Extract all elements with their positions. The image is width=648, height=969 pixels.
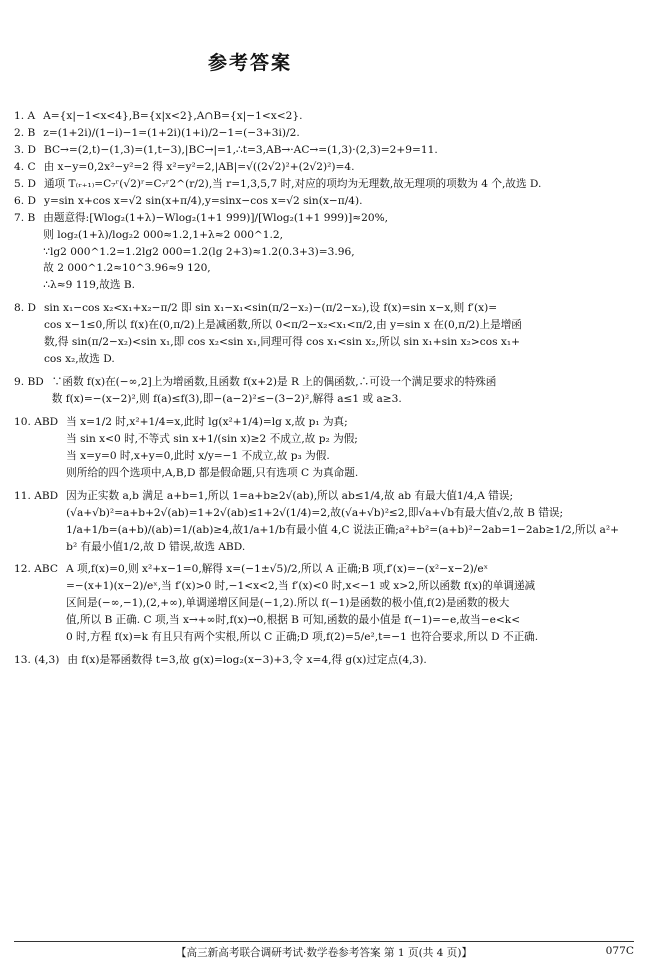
- answer-explanation: [36, 142, 636, 159]
- explanation-line: ∵函数 f(x)在(−∞,2]上为增函数,且函数 f(x+2)是 R 上的偶函数,∴可设一个满足要求的特殊函: [51, 376, 497, 389]
- explanation-line: 当 x=1/2 时,x²+1/4=x,此时 lg(x²+1/4)=lg x,故 p₁ 为真;: [66, 415, 348, 428]
- answer-number: 3. D: [14, 143, 36, 156]
- answer-explanation: [36, 193, 636, 210]
- answer-explanation: [36, 176, 636, 193]
- answer-number: 7. B: [14, 211, 36, 224]
- explanation-line: 因为正实数 a,b 满足 a+b=1,所以 1=a+b≥2√(ab),所以 ab≤1/4,故 ab 有最大值1/4,A 错误;: [66, 489, 514, 502]
- explanation-line: cos x₂,故选 D.: [43, 353, 115, 366]
- answer-explanation: [59, 652, 636, 669]
- answer-number: 6. D: [14, 194, 36, 207]
- answer-item: [14, 652, 636, 669]
- answer-explanation: [44, 374, 636, 408]
- answer-item: [14, 176, 636, 193]
- answer-item: [14, 159, 636, 176]
- answer-item: [14, 300, 636, 368]
- explanation-line: (√a+√b)²=a+b+2√(ab)=1+2√(ab)≤1+2√(1/4)=2,故(√a+√b)²≤2,即√a+√b有最大值√2,故 B 错误;: [66, 506, 564, 519]
- explanation-line: 区间是(−∞,−1),(2,+∞),单调递增区间是(−1,2).所以 f(−1)是函数的极小值,f(2)是函数的极大: [65, 597, 510, 610]
- explanation-line: 1/a+1/b=(a+b)/(ab)=1/(ab)≥4,故1/a+1/b有最小值 4,C 说法正确;a²+b²=(a+b)²−2ab=1−2ab≥1/2,所以 a²+: [66, 523, 619, 536]
- answer-explanation: [58, 414, 636, 482]
- answer-explanation: [36, 159, 636, 176]
- answer-item: [14, 414, 636, 482]
- explanation-line: 数 f(x)=−(x−2)²,则 f(a)≤f(3),即−(a−2)²≤−(3−2)²,解得 a≤1 或 a≥3.: [51, 393, 402, 405]
- answer-item: [14, 210, 636, 295]
- answer-explanation: [58, 488, 636, 556]
- explanation-line: A 项,f(x)=0,则 x²+x−1=0,解得 x=(−1±√5)/2,所以 A 正确;B 项,f′(x)=−(x²−x−2)/eˣ: [65, 563, 489, 576]
- explanation-line: 当 sin x<0 时,不等式 sin x+1/(sin x)≥2 不成立,故 p₂ 为假;: [66, 432, 358, 445]
- answer-number: 1. A: [14, 110, 36, 122]
- explanation-line: 则 log₂(1+λ)/log₂2 000≈1.2,1+λ≈2 000^1.2,: [43, 228, 284, 241]
- answer-number: 5. D: [14, 177, 36, 190]
- answer-item: [14, 142, 636, 159]
- explanation-line: 通项 T₍ᵣ₊₁₎=C₇ʳ(√2)ʳ=C₇ʳ2^(r/2),当 r=1,3,5,7 时,对应的项均为无理数,故无理项的项数为 4 个,故选 D.: [43, 177, 542, 190]
- answer-item: [14, 374, 636, 408]
- explanation-line: 则所给的四个选项中,A,B,D 都是假命题,只有选项 C 为真命题.: [66, 466, 359, 479]
- explanation-line: BC→=(2,t)−(1,3)=(1,t−3),|BC→|=1,∴t=3,AB→·AC→=(1,3)·(2,3)=2+9=11.: [43, 143, 438, 156]
- page-title: 参考答案: [207, 52, 292, 74]
- explanation-line: 当 x=y=0 时,x+y=0,此时 x/y=−1 不成立,故 p₃ 为假.: [66, 449, 330, 462]
- answer-item: [14, 488, 636, 556]
- page-footer: [14, 941, 634, 960]
- answer-number: 11. ABD: [14, 489, 59, 502]
- answer-number: 8. D: [14, 302, 36, 315]
- answer-explanation: [35, 108, 636, 125]
- footer-text: 【高三新高考联合调研考试·数学卷参考答案 第 1 页(共 4 页)】: [175, 947, 473, 959]
- answer-number: 12. ABC: [14, 563, 58, 576]
- explanation-line: =−(x+1)(x−2)/eˣ,当 f′(x)>0 时,−1<x<2,当 f′(x)<0 时,x<−1 或 x>2,所以函数 f(x)的单调递减: [65, 580, 536, 593]
- answer-list: [14, 108, 636, 669]
- explanation-line: sin x₁−cos x₂<x₁+x₂−π/2 即 sin x₁−x₁<sin(π/2−x₂)−(π/2−x₂),设 f(x)=sin x−x,则 f′(x)=: [43, 302, 498, 315]
- answer-item: [14, 561, 636, 646]
- explanation-line: 0 时,方程 f(x)=k 有且只有两个实根,所以 C 正确;D 项,f(2)=5/e²,t=−1 也符合要求,所以 D 不正确.: [65, 631, 539, 644]
- answer-item: [14, 108, 636, 125]
- answer-explanation: [35, 210, 636, 295]
- explanation-line: b² 有最小值1/2,故 D 错误,故选 ABD.: [66, 540, 246, 553]
- explanation-line: 由 x−y=0,2x²−y²=2 得 x²=y²=2,|AB|=√((2√2)²+(2√2)²)=4.: [43, 160, 355, 173]
- explanation-line: 故 2 000^1.2≈10^3.96≈9 120,: [43, 262, 211, 275]
- answer-number: 2. B: [14, 126, 36, 139]
- answer-item: [14, 193, 636, 210]
- explanation-line: 由题意得:[Wlog₂(1+λ)−Wlog₂(1+1 999)]/[Wlog₂(1+1 999)]≈20%,: [43, 211, 389, 224]
- answer-number: 4. C: [14, 160, 36, 173]
- paper-code: 077C: [605, 945, 634, 957]
- answer-number: 13. (4,3): [14, 654, 60, 667]
- answer-explanation: [58, 561, 636, 646]
- answer-number: 10. ABD: [14, 415, 59, 428]
- explanation-line: z=(1+2i)/(1−i)−1=(1+2i)(1+i)/2−1=(−3+3i)/2.: [43, 126, 300, 139]
- explanation-line: y=sin x+cos x=√2 sin(x+π/4),y=sinx−cos x=√2 sin(x−π/4).: [43, 194, 363, 207]
- explanation-line: 值,所以 B 正确. C 项,当 x→+∞时,f(x)→0,根据 B 可知,函数的最小值是 f(−1)=−e,故当−e<k<: [65, 614, 521, 627]
- answer-number: 9. BD: [14, 376, 44, 389]
- explanation-line: ∵lg2 000^1.2=1.2lg2 000=1.2(lg 2+3)≈1.2(0.3+3)=3.96,: [43, 245, 355, 258]
- explanation-line: 数,得 sin(π/2−x₂)<sin x₁,即 cos x₂<sin x₁,同理可得 cos x₁<sin x₂,所以 sin x₁+sin x₂>cos x₁+: [43, 336, 520, 349]
- explanation-line: cos x−1≤0,所以 f(x)在(0,π/2)上是减函数,所以 0<π/2−x₂<x₁<π/2,由 y=sin x 在(0,π/2)上是增函: [43, 319, 522, 332]
- answer-item: [14, 125, 636, 142]
- explanation-line: A={x|−1<x<4},B={x|x<2},A∩B={x|−1<x<2}.: [43, 110, 303, 122]
- answer-explanation: [36, 300, 636, 368]
- explanation-line: ∴λ≈9 119,故选 B.: [43, 279, 135, 292]
- explanation-line: 由 f(x)是幂函数得 t=3,故 g(x)=log₂(x−3)+3,令 x=4,得 g(x)过定点(4,3).: [67, 654, 427, 667]
- answer-explanation: [35, 125, 636, 142]
